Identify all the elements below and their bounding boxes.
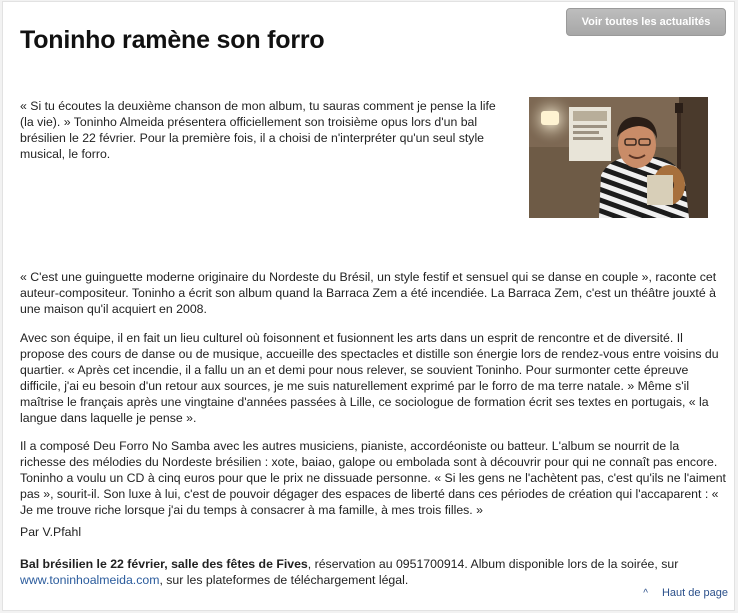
article-paragraph-2: « C'est une guinguette moderne originaire du Nordeste du Brésil, un style festif et sensuel qui se danse en couple », raconte cet auteur-compositeur. Toninho a écrit son album quand la Barraca Zem a été incendiée. La Barraca Zem, c'est un théâtre jouxté à une maison qu'il acquiert en 2008.	[20, 270, 717, 316]
article-paragraph-4: Il a composé Deu Forro No Samba avec les autres musiciens, pianiste, accordéoniste ou batteur. L'album se nourrit de la richesse des mélodies du Nordeste brésilien : xote, baiao, galope ou embolada sont à découvrir pour qui ne connaît pas encore. Toninho a voulu un CD à cinq euros pour que le prix ne dissuade personne. « Si les gens ne l'achètent pas, c'est qu'ils ne l'aiment pas », sourit-il. Son luxe à lui, c'est de pouvoir dégager des espaces de liberté dans ces périodes de création qui l'accaparent : « Je me trouve riche lorsque j'ai du temps à consacrer à ma famille, à mes trois filles. »	[20, 439, 726, 517]
event-details: , réservation au 0951700914. Album disponible lors de la soirée, sur	[307, 557, 679, 571]
all-news-button[interactable]: Voir toutes les actualités	[566, 8, 726, 36]
article-event-info	[20, 556, 726, 588]
back-to-top-link[interactable]	[643, 587, 728, 599]
website-link[interactable]: www.toninhoalmeida.com	[20, 573, 160, 587]
event-highlight: Bal brésilien le 22 février, salle des fêtes de Fives	[20, 557, 308, 571]
musician-with-guitar-image	[529, 97, 708, 218]
arrow-up-icon: ^	[643, 588, 648, 599]
article-author: Par V.Pfahl	[20, 525, 82, 539]
event-details-end: , sur les plateformes de téléchargement légal.	[159, 573, 409, 587]
article-intro: « Si tu écoutes la deuxième chanson de mon album, tu sauras comment je pense la life (la vie). » Toninho Almeida présentera officiellement son troisième opus lors d'un bal brésilien le 22 février. Pour la première fois, il a choisi de n'interpréter qu'un seul style musical, le forro.	[20, 99, 496, 161]
article-title: Toninho ramène son forro	[20, 26, 325, 54]
back-to-top-label: Haut de page	[661, 587, 728, 599]
article-paragraph-3: Avec son équipe, il en fait un lieu culturel où foisonnent et fusionnent les arts dans un esprit de rencontre et de diversité. Il propose des cours de danse ou de musique, accueille des spectacles et distille son énergie lors de rendez-vous entre voisins du quartier. « Après cet incendie, il a fallu un an et demi pour nous relever, se souvient Toninho. Pour surmonter cette épreuve difficile, j'ai eu besoin d'un retour aux sources, je me suis naturellement exprimé par le forro de ma terre natale. » Même s'il maîtrise le français après une vingtaine d'années passées à Lille, ce sociologue de formation écrit ses textes en portugais, « la langue dans laquelle je pense ».	[20, 331, 719, 425]
musician-photo	[529, 97, 708, 218]
